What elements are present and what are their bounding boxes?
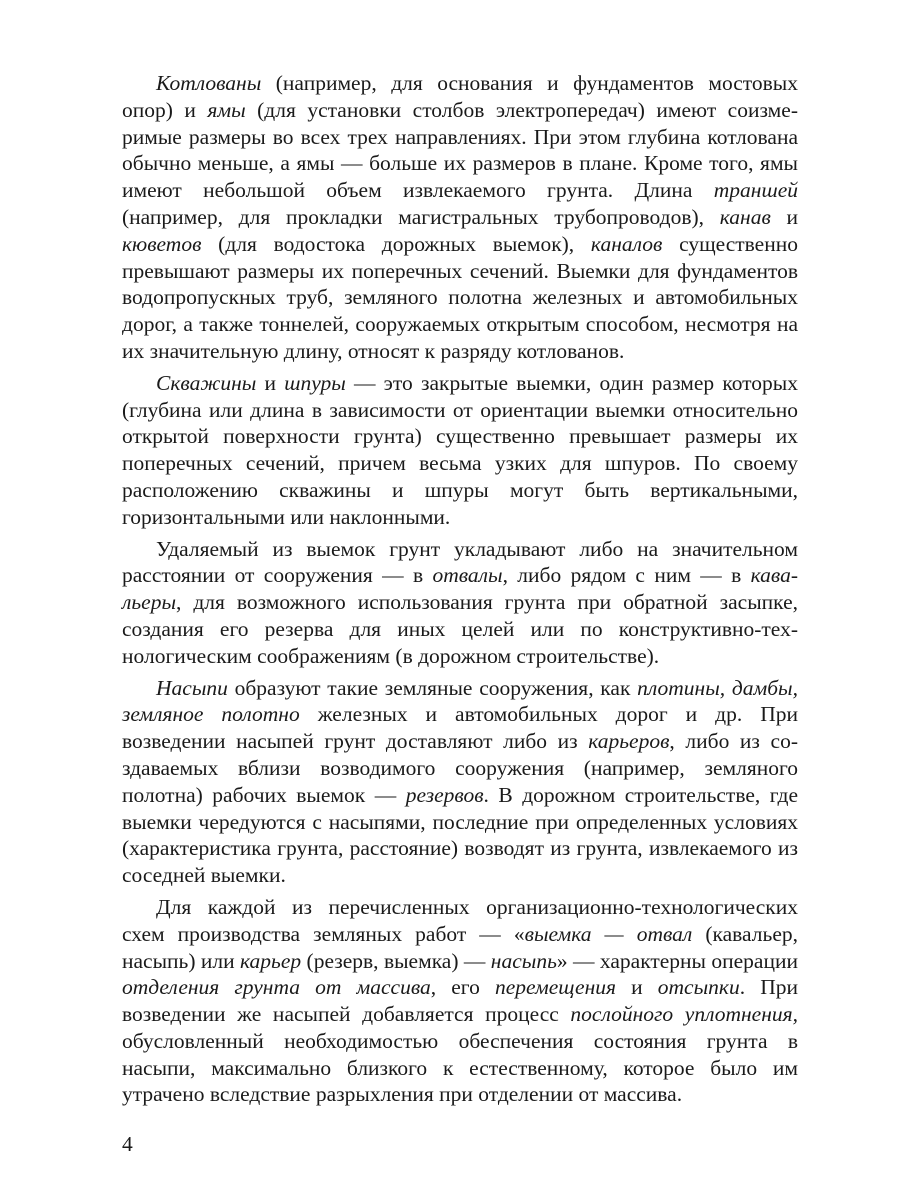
text-run: Удаляемый из выемок грунт укладывают либо на значительном расстоянии от сооружения — в (122, 536, 798, 588)
italic-term: резервов (405, 782, 484, 807)
italic-term: отсыпки (657, 975, 740, 1000)
text-run: , для возможного использования грунта при обратной засыпке, создания его резерва для иных целей или по конструктивно-технологическим соображениям (в дорожном строительстве). (122, 590, 798, 668)
text-run: » — характерны операции (556, 948, 798, 973)
italic-term: траншей (713, 178, 798, 203)
paragraph-spoil (122, 536, 798, 670)
text-run: , его (430, 975, 495, 1000)
text-run: Для каждой из перечисленных организационно-технологических схем производства земляных работ — « (122, 894, 798, 946)
text-run: . При возведении же насыпей добавляется процесс (122, 975, 798, 1027)
text-run: (для водостока дорожных выемок), (201, 231, 591, 256)
italic-term: карьеров (588, 729, 670, 754)
text-run: (например, для основания и фундаментов мостовых опор) и (122, 71, 798, 122)
italic-term: шпуры (284, 370, 346, 395)
text-run: и (770, 204, 799, 229)
italic-term: выемка — отвал (524, 921, 693, 946)
italic-term: Котлованы (156, 71, 262, 95)
text-run: (для установки столбов электропередач) имеют соизмеримые размеры во всех трех направлениях. При этом глубина котлована обычно меньше, а ямы — больше их размеров в плане. Кроме того, ямы имеют небольшой объем извлекаемого грунта. Длина (122, 97, 798, 203)
text-run: и (256, 370, 285, 395)
italic-term: кюветов (122, 231, 202, 256)
italic-term: насыпь (490, 948, 557, 973)
text-run: . В дорожном строительстве, где выемки чередуются с насыпями, последние при определенных условиях (характеристика грунта, расстояние) возводят из грунта, извлекаемого из соседней выемки. (122, 782, 798, 888)
italic-term: каналов (590, 231, 663, 256)
italic-term: ямы (207, 97, 246, 122)
italic-term: канав (719, 204, 771, 229)
body-text (122, 70, 798, 1108)
text-run: (например, для прокладки магистральных трубопроводов), (122, 204, 720, 229)
italic-term: Скважины (156, 370, 257, 395)
text-run: образуют такие земляные сооружения, как (227, 675, 638, 700)
text-run: , либо рядом с ним — в (502, 563, 751, 588)
italic-term: послойного уплотнения, (570, 1002, 798, 1027)
paragraph-boreholes (122, 370, 798, 531)
italic-term: отделения грунта от массива (122, 975, 431, 1000)
text-run: (кавальер, насыпь) или (122, 921, 798, 973)
text-run: , либо из создаваемых вблизи возводимого сооружения (например, земляного полотна) рабочих выемок — (122, 729, 798, 807)
paragraph-embankments (122, 675, 798, 889)
paragraph-pits (122, 70, 798, 365)
italic-term: кавальеры (122, 563, 798, 615)
text-run: и (616, 975, 658, 1000)
text-run: — это закрытые выемки, один размер которых (глубина или длина в зависимости от ориентации выемки относительно открытой поверхности грунта) существенно превышает размеры их поперечных сечений, причем весьма узких для шпуров. По своему расположению скважины и шпуры могут быть вертикальными, горизонтальными или наклонными. (122, 370, 798, 529)
text-run: существенно превышают размеры их поперечных сечений. Выемки для фундаментов водопропускных труб, земляного полотна железных и автомобильных дорог, а также тоннелей, сооружаемых открытым способом, несмотря на их значительную длину, относят к разряду котлованов. (122, 231, 798, 363)
text-run: (резерв, выемка) — (301, 948, 491, 973)
italic-term: карьер (240, 948, 302, 973)
italic-term: перемещения (494, 975, 617, 1000)
text-run: обусловленный необходимостью обеспечения состояния грунта в насыпи, максимально близкого к естественному, которое было им утрачено вследствие разрыхления при отделении от массива. (122, 1028, 798, 1107)
page-number: 4 (122, 1132, 133, 1156)
paragraph-schemes (122, 894, 798, 1108)
italic-term: Насыпи (156, 675, 228, 700)
italic-term: отвалы (432, 563, 503, 588)
italic-term: плотины, дамбы, земляное полотно (122, 675, 798, 727)
text-run: железных и автомобильных дорог и др. При возведении насыпей грунт доставляют либо из (122, 702, 798, 754)
